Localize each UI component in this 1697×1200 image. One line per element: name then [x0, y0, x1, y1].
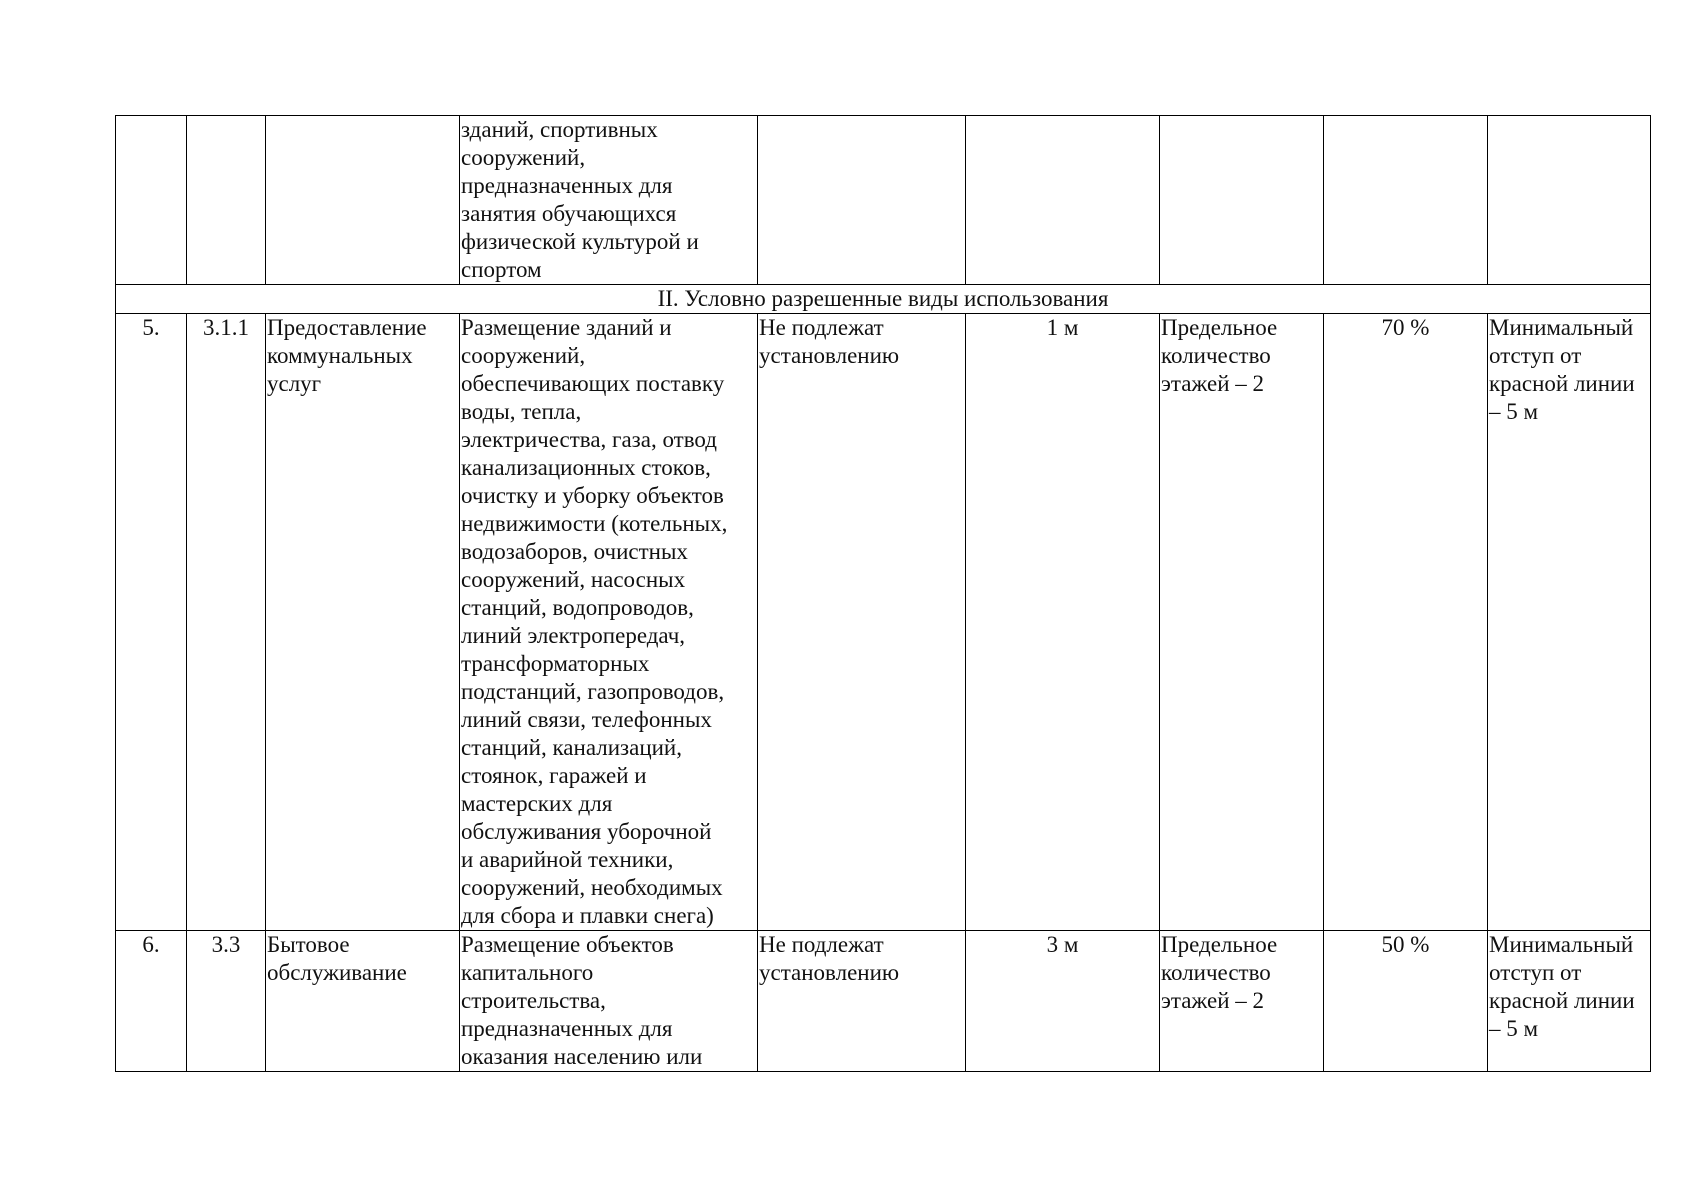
section-header: II. Условно разрешенные виды использования	[116, 285, 1651, 314]
table-row	[116, 314, 1651, 931]
land-use-table	[115, 115, 1651, 1072]
cell-name: Бытовое обслуживание	[266, 931, 460, 1072]
cell-code	[187, 116, 266, 285]
cell-description: зданий, спортивных сооружений, предназначенных для занятия обучающихся физической культурой и спортом	[460, 116, 758, 285]
cell-plot-size: Не подлежат установлению	[758, 931, 966, 1072]
cell-number	[116, 116, 187, 285]
cell-number: 6.	[116, 931, 187, 1072]
cell-floors: Предельное количество этажей – 2	[1160, 931, 1324, 1072]
cell-setback: 3 м	[966, 931, 1160, 1072]
cell-name: Предоставление коммунальных услуг	[266, 314, 460, 931]
cell-other: Минимальный отступ от красной линии – 5 м	[1488, 314, 1651, 931]
cell-code: 3.3	[187, 931, 266, 1072]
cell-number: 5.	[116, 314, 187, 931]
cell-coverage: 50 %	[1324, 931, 1488, 1072]
cell-setback	[966, 116, 1160, 285]
table-row	[116, 931, 1651, 1072]
cell-plot-size	[758, 116, 966, 285]
cell-description: Размещение объектов капитального строительства, предназначенных для оказания населению или	[460, 931, 758, 1072]
section-header-row	[116, 285, 1651, 314]
cell-description: Размещение зданий и сооружений, обеспечивающих поставку воды, тепла, электричества, газа, отвод канализационных стоков, очистку и уборку объектов недвижимости (котельных, водозаборов, очистных сооружений, насосных станций, водопроводов, линий электропередач, трансформаторных подстанций, газопроводов, линий связи, телефонных станций, канализаций, стоянок, гаражей и мастерских для обслуживания уборочной и аварийной техники, сооружений, необходимых для сбора и плавки снега)	[460, 314, 758, 931]
cell-setback: 1 м	[966, 314, 1160, 931]
cell-code: 3.1.1	[187, 314, 266, 931]
cell-other: Минимальный отступ от красной линии – 5 м	[1488, 931, 1651, 1072]
cell-plot-size: Не подлежат установлению	[758, 314, 966, 931]
table-row	[116, 116, 1651, 285]
cell-floors: Предельное количество этажей – 2	[1160, 314, 1324, 931]
cell-coverage: 70 %	[1324, 314, 1488, 931]
cell-other	[1488, 116, 1651, 285]
cell-coverage	[1324, 116, 1488, 285]
cell-floors	[1160, 116, 1324, 285]
cell-name	[266, 116, 460, 285]
